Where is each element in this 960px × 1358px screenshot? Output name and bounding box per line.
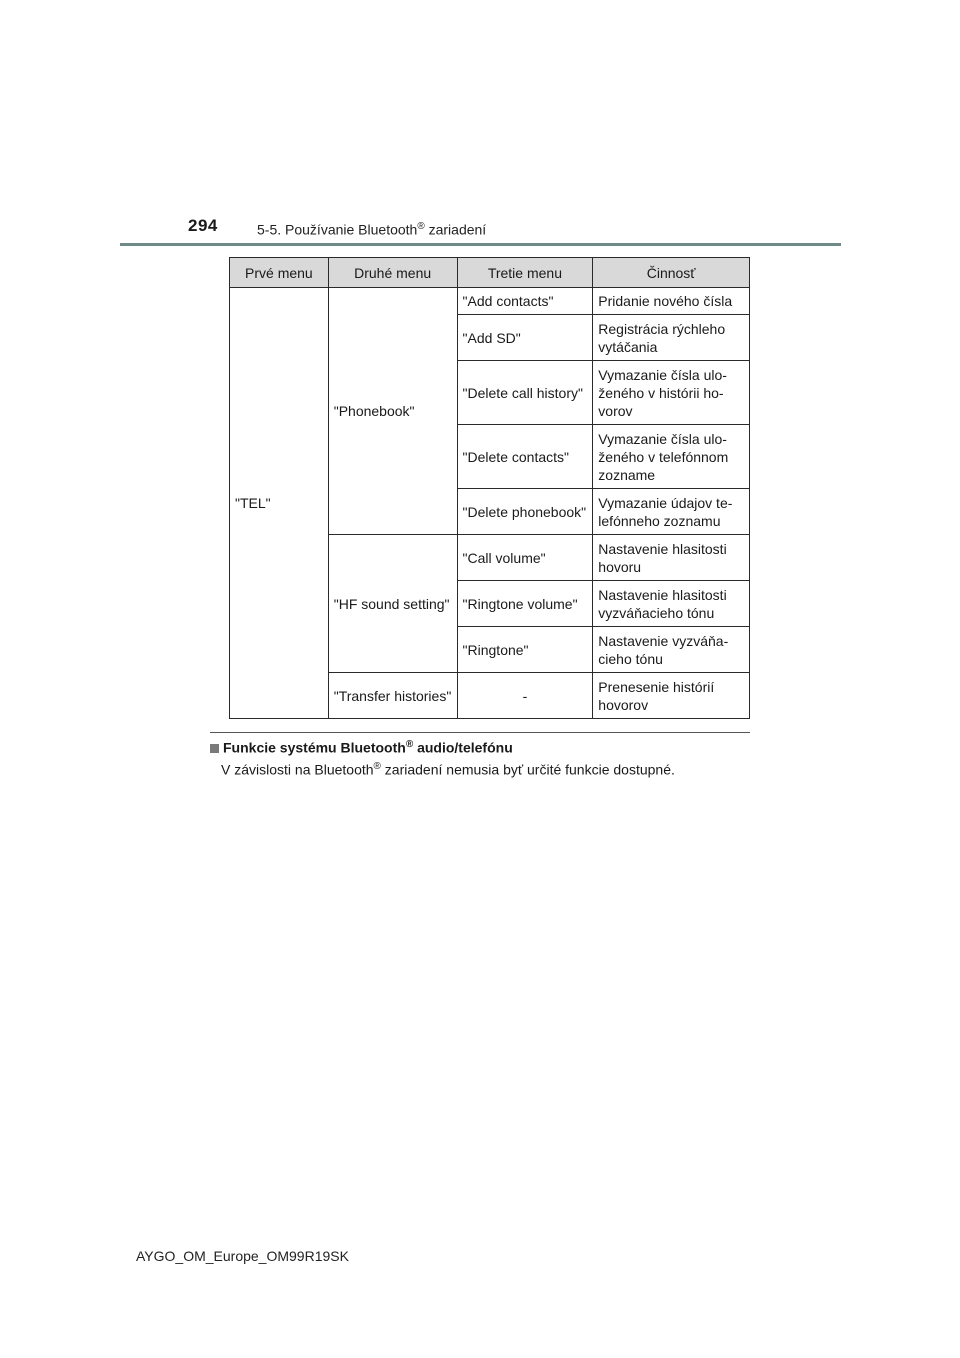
footer-document-code: AYGO_OM_Europe_OM99R19SK: [136, 1248, 349, 1264]
column-header: Druhé menu: [328, 258, 457, 288]
registered-mark: ®: [405, 739, 414, 750]
section-body-suffix: zariadení nemusia byť určité funkcie dostupné.: [380, 761, 675, 778]
second-menu-cell: "Phonebook": [328, 288, 457, 535]
registered-mark: ®: [373, 761, 381, 772]
action-cell: Vymazanie čísla ulo-ženého v telefónnom zozname: [593, 425, 750, 489]
page-number: 294: [188, 216, 218, 235]
square-bullet-icon: [210, 744, 219, 753]
action-cell: Vymazanie údajov te-lefónneho zoznamu: [593, 489, 750, 535]
second-menu-cell: "Transfer histories": [328, 673, 457, 719]
section-heading-suffix: audio/telefónu: [413, 739, 513, 756]
column-header: Tretie menu: [457, 258, 593, 288]
section-title-suffix: zariadení: [424, 221, 487, 238]
menu-table: [229, 257, 750, 719]
action-cell: Nastavenie vyzváňa-cieho tónu: [593, 627, 750, 673]
section-divider: [210, 732, 750, 733]
action-cell: Vymazanie čísla ulo-ženého v histórii ho-vorov: [593, 361, 750, 425]
column-header: Činnosť: [593, 258, 750, 288]
table-row: [230, 288, 750, 315]
third-menu-cell: "Add contacts": [457, 288, 593, 315]
first-menu-cell: "TEL": [230, 288, 329, 719]
third-menu-cell: "Ringtone": [457, 627, 593, 673]
third-menu-cell: "Delete phonebook": [457, 489, 593, 535]
column-header: Prvé menu: [230, 258, 329, 288]
action-cell: Nastavenie hlasitosti vyzváňacieho tónu: [593, 581, 750, 627]
action-cell: Prenesenie histórií hovorov: [593, 673, 750, 719]
third-menu-cell: "Delete call history": [457, 361, 593, 425]
section-title-text: 5-5. Používanie Bluetooth: [257, 221, 418, 238]
section-title: [257, 221, 486, 238]
section-heading-text: Funkcie systému Bluetooth: [223, 739, 406, 756]
action-cell: Pridanie nového čísla: [593, 288, 750, 315]
second-menu-cell: "HF sound setting": [328, 535, 457, 673]
third-menu-cell: "Call volume": [457, 535, 593, 581]
third-menu-cell: "Ringtone volume": [457, 581, 593, 627]
table-header-row: [230, 258, 750, 288]
third-menu-cell: "Delete contacts": [457, 425, 593, 489]
section-heading: [210, 739, 513, 756]
registered-mark: ®: [417, 221, 425, 232]
section-body-text: V závislosti na Bluetooth: [221, 761, 374, 778]
header-rule: [120, 243, 841, 246]
action-cell: Nastavenie hlasitosti hovoru: [593, 535, 750, 581]
action-cell: Registrácia rýchleho vytáčania: [593, 315, 750, 361]
third-menu-cell: -: [457, 673, 593, 719]
section-body: [221, 761, 675, 778]
third-menu-cell: "Add SD": [457, 315, 593, 361]
